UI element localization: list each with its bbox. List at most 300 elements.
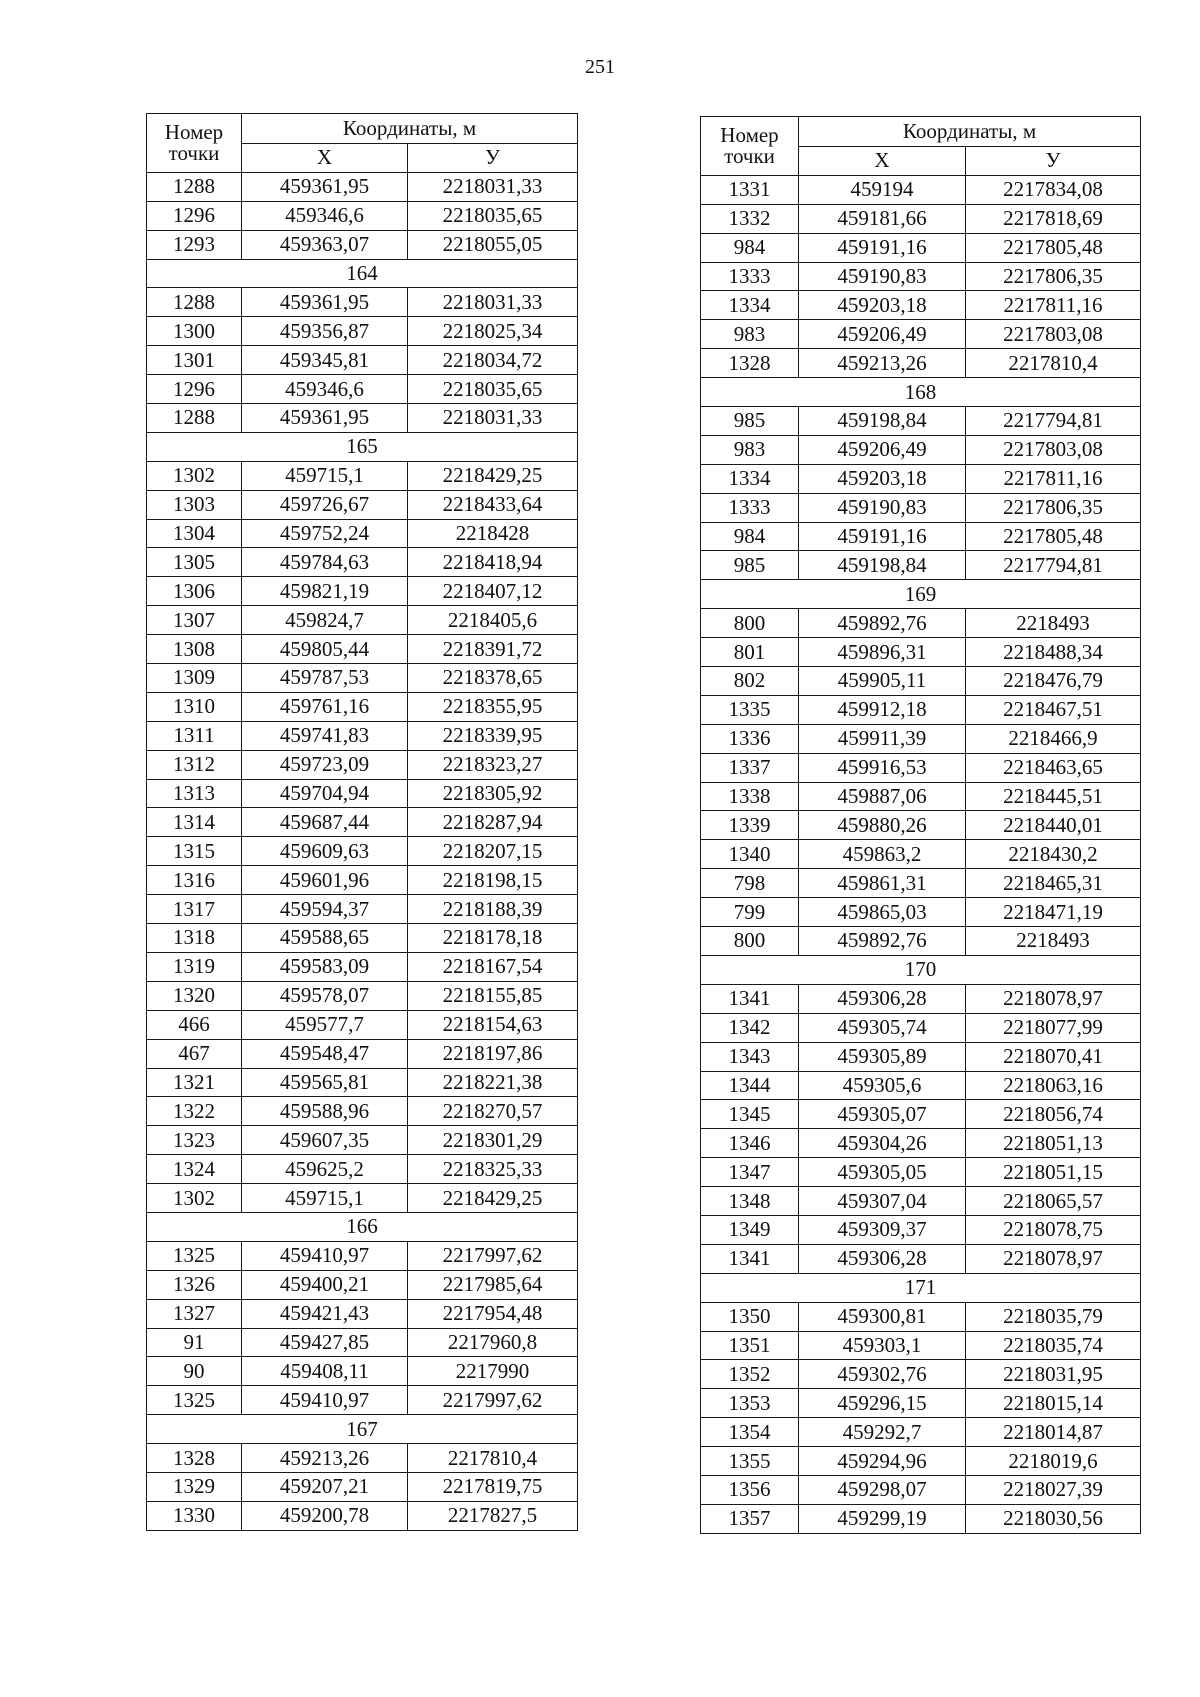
x-coordinate-cell: 459198,84 (799, 407, 966, 436)
table-row (701, 898, 1141, 927)
y-coordinate-cell: 2218221,38 (408, 1068, 578, 1097)
x-coordinate-cell: 459298,07 (799, 1475, 966, 1504)
table-row (701, 493, 1141, 522)
table-row (147, 981, 578, 1010)
point-number-cell: 1309 (147, 664, 242, 693)
point-number-cell: 1308 (147, 635, 242, 664)
x-coordinate-cell: 459356,87 (242, 317, 408, 346)
x-coordinate-cell: 459607,35 (242, 1126, 408, 1155)
table-row (701, 609, 1141, 638)
y-coordinate-cell: 2217803,08 (966, 435, 1141, 464)
table-row (147, 1184, 578, 1213)
point-number-cell: 1329 (147, 1472, 242, 1501)
x-coordinate-cell: 459821,19 (242, 577, 408, 606)
table-row (147, 201, 578, 230)
x-coordinate-cell: 459892,76 (799, 609, 966, 638)
point-number-cell: 1344 (701, 1071, 799, 1100)
header-row (701, 117, 1141, 147)
x-coordinate-cell: 459715,1 (242, 1184, 408, 1213)
x-coordinate-cell: 459723,09 (242, 750, 408, 779)
y-coordinate-cell: 2218025,34 (408, 317, 578, 346)
x-coordinate-cell: 459190,83 (799, 262, 966, 291)
table-row (701, 1331, 1141, 1360)
table-row (147, 1444, 578, 1473)
point-number-cell: 1350 (701, 1302, 799, 1331)
x-coordinate-cell: 459299,19 (799, 1504, 966, 1533)
y-coordinate-cell: 2218065,57 (966, 1187, 1141, 1216)
x-coordinate-cell: 459427,85 (242, 1328, 408, 1357)
x-coordinate-cell: 459191,16 (799, 233, 966, 262)
section-row (701, 1273, 1141, 1302)
y-coordinate-cell: 2218031,95 (966, 1360, 1141, 1389)
x-coordinate-cell: 459307,04 (799, 1187, 966, 1216)
x-coordinate-cell: 459741,83 (242, 721, 408, 750)
y-coordinate-cell: 2217997,62 (408, 1386, 578, 1415)
table-row (147, 1299, 578, 1328)
x-coordinate-cell: 459704,94 (242, 779, 408, 808)
x-coordinate-cell: 459916,53 (799, 753, 966, 782)
y-coordinate-cell: 2218323,27 (408, 750, 578, 779)
x-coordinate-cell: 459609,63 (242, 837, 408, 866)
y-coordinate-cell: 2218027,39 (966, 1475, 1141, 1504)
point-number-cell: 1355 (701, 1447, 799, 1476)
x-coordinate-cell: 459206,49 (799, 435, 966, 464)
y-coordinate-cell: 2218078,75 (966, 1215, 1141, 1244)
table-row (147, 1241, 578, 1270)
table-row (701, 1100, 1141, 1129)
y-coordinate-cell: 2217806,35 (966, 262, 1141, 291)
y-coordinate-cell: 2217805,48 (966, 233, 1141, 262)
y-coordinate-cell: 2218325,33 (408, 1155, 578, 1184)
point-number-cell: 1357 (701, 1504, 799, 1533)
y-coordinate-cell: 2218031,33 (408, 404, 578, 433)
table-row (701, 1360, 1141, 1389)
y-coordinate-cell: 2218034,72 (408, 346, 578, 375)
table-row (147, 721, 578, 750)
point-number-cell: 1320 (147, 981, 242, 1010)
x-coordinate-cell: 459410,97 (242, 1241, 408, 1270)
y-coordinate-cell: 2218031,33 (408, 288, 578, 317)
y-coordinate-cell: 2218063,16 (966, 1071, 1141, 1100)
table-row (701, 782, 1141, 811)
y-coordinate-cell: 2217805,48 (966, 522, 1141, 551)
x-coordinate-cell: 459191,16 (799, 522, 966, 551)
x-column-header: X (242, 144, 408, 173)
x-coordinate-cell: 459578,07 (242, 981, 408, 1010)
y-coordinate-cell: 2218433,64 (408, 490, 578, 519)
table-row (701, 811, 1141, 840)
x-coordinate-cell: 459784,63 (242, 548, 408, 577)
point-number-cell: 1296 (147, 375, 242, 404)
table-row (147, 172, 578, 201)
table-row (701, 1418, 1141, 1447)
y-coordinate-cell: 2218270,57 (408, 1097, 578, 1126)
y-coordinate-cell: 2218030,56 (966, 1504, 1141, 1533)
table-row (147, 1155, 578, 1184)
table-row (701, 1389, 1141, 1418)
point-number-cell: 1337 (701, 753, 799, 782)
y-coordinate-cell: 2217811,16 (966, 464, 1141, 493)
y-coordinate-cell: 2218078,97 (966, 984, 1141, 1013)
y-coordinate-cell: 2218467,51 (966, 695, 1141, 724)
table-row (701, 435, 1141, 464)
table-row (701, 204, 1141, 233)
y-coordinate-cell: 2217810,4 (966, 349, 1141, 378)
y-coordinate-cell: 2218287,94 (408, 808, 578, 837)
point-number-cell: 1328 (701, 349, 799, 378)
table-row (147, 346, 578, 375)
point-number-cell: 798 (701, 869, 799, 898)
point-number-header-line1: Номер (164, 119, 224, 144)
x-coordinate-cell: 459306,28 (799, 1244, 966, 1273)
point-number-cell: 467 (147, 1039, 242, 1068)
point-number-cell: 1349 (701, 1215, 799, 1244)
section-row (701, 580, 1141, 609)
point-number-cell: 1321 (147, 1068, 242, 1097)
point-number-cell: 983 (701, 320, 799, 349)
y-coordinate-cell: 2218051,15 (966, 1158, 1141, 1187)
point-number-cell: 1313 (147, 779, 242, 808)
y-coordinate-cell: 2218355,95 (408, 692, 578, 721)
point-number-cell: 1302 (147, 461, 242, 490)
table-row (147, 1126, 578, 1155)
y-coordinate-cell: 2217818,69 (966, 204, 1141, 233)
section-row (147, 1415, 578, 1444)
y-coordinate-cell: 2217810,4 (408, 1444, 578, 1473)
x-coordinate-cell: 459361,95 (242, 172, 408, 201)
point-number-cell: 801 (701, 638, 799, 667)
point-number-cell: 799 (701, 898, 799, 927)
y-coordinate-cell: 2218207,15 (408, 837, 578, 866)
table-row (147, 461, 578, 490)
table-row (701, 638, 1141, 667)
table-row (701, 1013, 1141, 1042)
point-number-header (701, 117, 799, 176)
header-row (147, 114, 578, 144)
section-number: 165 (147, 432, 578, 461)
y-coordinate-cell: 2218405,6 (408, 606, 578, 635)
point-number-cell: 1330 (147, 1501, 242, 1530)
x-coordinate-cell: 459363,07 (242, 230, 408, 259)
y-coordinate-cell: 2218429,25 (408, 461, 578, 490)
point-number-cell: 1310 (147, 692, 242, 721)
x-column-header: X (799, 147, 966, 176)
x-coordinate-cell: 459861,31 (799, 869, 966, 898)
table-row (701, 522, 1141, 551)
point-number-cell: 1304 (147, 519, 242, 548)
x-coordinate-cell: 459345,81 (242, 346, 408, 375)
point-number-cell: 1305 (147, 548, 242, 577)
table-row (147, 1270, 578, 1299)
point-number-cell: 1353 (701, 1389, 799, 1418)
table-row (147, 404, 578, 433)
x-coordinate-cell: 459565,81 (242, 1068, 408, 1097)
y-coordinate-cell: 2218465,31 (966, 869, 1141, 898)
y-column-header: У (966, 147, 1141, 176)
x-coordinate-cell: 459361,95 (242, 288, 408, 317)
y-coordinate-cell: 2218418,94 (408, 548, 578, 577)
point-number-cell: 1325 (147, 1241, 242, 1270)
table-row (147, 490, 578, 519)
table-row (147, 692, 578, 721)
table-row (701, 724, 1141, 753)
y-coordinate-cell: 2218493 (966, 609, 1141, 638)
y-coordinate-cell: 2218466,9 (966, 724, 1141, 753)
x-coordinate-cell: 459305,89 (799, 1042, 966, 1071)
y-coordinate-cell: 2218391,72 (408, 635, 578, 664)
y-coordinate-cell: 2217811,16 (966, 291, 1141, 320)
x-coordinate-cell: 459346,6 (242, 375, 408, 404)
point-number-cell: 1341 (701, 1244, 799, 1273)
section-row (147, 1212, 578, 1241)
point-number-cell: 1317 (147, 895, 242, 924)
x-coordinate-cell: 459190,83 (799, 493, 966, 522)
y-coordinate-cell: 2218015,14 (966, 1389, 1141, 1418)
y-coordinate-cell: 2218019,6 (966, 1447, 1141, 1476)
x-coordinate-cell: 459300,81 (799, 1302, 966, 1331)
point-number-cell: 1303 (147, 490, 242, 519)
x-coordinate-cell: 459761,16 (242, 692, 408, 721)
x-coordinate-cell: 459203,18 (799, 464, 966, 493)
point-number-cell: 1306 (147, 577, 242, 606)
point-number-cell: 983 (701, 435, 799, 464)
table-row (147, 635, 578, 664)
point-number-cell: 1340 (701, 840, 799, 869)
y-coordinate-cell: 2218077,99 (966, 1013, 1141, 1042)
table-row (701, 695, 1141, 724)
x-coordinate-cell: 459408,11 (242, 1357, 408, 1386)
table-row (701, 1244, 1141, 1273)
table-row (701, 233, 1141, 262)
table-row (701, 349, 1141, 378)
coordinates-table-left (146, 113, 578, 1531)
x-coordinate-cell: 459548,47 (242, 1039, 408, 1068)
y-coordinate-cell: 2217990 (408, 1357, 578, 1386)
point-number-cell: 1339 (701, 811, 799, 840)
x-coordinate-cell: 459421,43 (242, 1299, 408, 1328)
y-coordinate-cell: 2217806,35 (966, 493, 1141, 522)
x-coordinate-cell: 459752,24 (242, 519, 408, 548)
y-coordinate-cell: 2218378,65 (408, 664, 578, 693)
x-coordinate-cell: 459346,6 (242, 201, 408, 230)
x-coordinate-cell: 459305,6 (799, 1071, 966, 1100)
table-row (147, 1386, 578, 1415)
x-coordinate-cell: 459577,7 (242, 1010, 408, 1039)
x-coordinate-cell: 459194 (799, 175, 966, 204)
y-coordinate-cell: 2218429,25 (408, 1184, 578, 1213)
point-number-cell: 984 (701, 522, 799, 551)
point-number-cell: 1302 (147, 1184, 242, 1213)
point-number-cell: 1347 (701, 1158, 799, 1187)
y-coordinate-cell: 2218035,65 (408, 201, 578, 230)
point-number-cell: 984 (701, 233, 799, 262)
section-number: 168 (701, 378, 1141, 407)
y-coordinate-cell: 2218339,95 (408, 721, 578, 750)
table-row (701, 840, 1141, 869)
x-coordinate-cell: 459203,18 (799, 291, 966, 320)
y-coordinate-cell: 2218197,86 (408, 1039, 578, 1068)
coordinates-header: Координаты, м (242, 114, 578, 144)
y-coordinate-cell: 2217819,75 (408, 1472, 578, 1501)
point-number-cell: 1345 (701, 1100, 799, 1129)
table-row (701, 1215, 1141, 1244)
y-coordinate-cell: 2218301,29 (408, 1126, 578, 1155)
point-number-cell: 1307 (147, 606, 242, 635)
section-row (147, 432, 578, 461)
table-row (147, 519, 578, 548)
point-number-cell: 1331 (701, 175, 799, 204)
x-coordinate-cell: 459410,97 (242, 1386, 408, 1415)
point-number-cell: 1335 (701, 695, 799, 724)
y-coordinate-cell: 2218167,54 (408, 952, 578, 981)
coordinates-header: Координаты, м (799, 117, 1141, 147)
y-coordinate-cell: 2218430,2 (966, 840, 1141, 869)
point-number-cell: 1334 (701, 464, 799, 493)
x-coordinate-cell: 459302,76 (799, 1360, 966, 1389)
y-coordinate-cell: 2217960,8 (408, 1328, 578, 1357)
point-number-cell: 1288 (147, 172, 242, 201)
x-coordinate-cell: 459892,76 (799, 927, 966, 956)
point-number-cell: 466 (147, 1010, 242, 1039)
point-number-cell: 802 (701, 667, 799, 696)
point-number-cell: 1319 (147, 952, 242, 981)
point-number-header-line1: Номер (720, 122, 779, 147)
x-coordinate-cell: 459887,06 (799, 782, 966, 811)
table-row (147, 866, 578, 895)
y-coordinate-cell: 2217827,5 (408, 1501, 578, 1530)
x-coordinate-cell: 459213,26 (799, 349, 966, 378)
table-row (701, 1447, 1141, 1476)
y-coordinate-cell: 2218155,85 (408, 981, 578, 1010)
point-number-cell: 1341 (701, 984, 799, 1013)
point-number-cell: 800 (701, 609, 799, 638)
point-number-cell: 1322 (147, 1097, 242, 1126)
y-coordinate-cell: 2218463,65 (966, 753, 1141, 782)
y-coordinate-cell: 2218178,18 (408, 924, 578, 953)
table-row (701, 1302, 1141, 1331)
point-number-cell: 1328 (147, 1444, 242, 1473)
table-row (147, 375, 578, 404)
table-row (147, 1097, 578, 1126)
x-coordinate-cell: 459181,66 (799, 204, 966, 233)
x-coordinate-cell: 459687,44 (242, 808, 408, 837)
x-coordinate-cell: 459715,1 (242, 461, 408, 490)
x-coordinate-cell: 459863,2 (799, 840, 966, 869)
x-coordinate-cell: 459304,26 (799, 1129, 966, 1158)
table-row (147, 1357, 578, 1386)
x-coordinate-cell: 459805,44 (242, 635, 408, 664)
point-number-cell: 1352 (701, 1360, 799, 1389)
table-row (147, 924, 578, 953)
point-number-cell: 1314 (147, 808, 242, 837)
x-coordinate-cell: 459865,03 (799, 898, 966, 927)
y-coordinate-cell: 2218188,39 (408, 895, 578, 924)
x-coordinate-cell: 459200,78 (242, 1501, 408, 1530)
y-coordinate-cell: 2217997,62 (408, 1241, 578, 1270)
point-number-cell: 1327 (147, 1299, 242, 1328)
point-number-cell: 1293 (147, 230, 242, 259)
y-coordinate-cell: 2218055,05 (408, 230, 578, 259)
point-number-cell: 1333 (701, 493, 799, 522)
x-coordinate-cell: 459309,37 (799, 1215, 966, 1244)
point-number-header (147, 114, 242, 173)
table-row (701, 753, 1141, 782)
y-coordinate-cell: 2218035,74 (966, 1331, 1141, 1360)
point-number-cell: 1316 (147, 866, 242, 895)
table-row (701, 1042, 1141, 1071)
table-row (701, 1504, 1141, 1533)
point-number-cell: 1312 (147, 750, 242, 779)
x-coordinate-cell: 459726,67 (242, 490, 408, 519)
point-number-cell: 91 (147, 1328, 242, 1357)
y-coordinate-cell: 2218035,79 (966, 1302, 1141, 1331)
table-row (147, 230, 578, 259)
y-coordinate-cell: 2218428 (408, 519, 578, 548)
y-coordinate-cell: 2217794,81 (966, 551, 1141, 580)
y-coordinate-cell: 2218035,65 (408, 375, 578, 404)
point-number-cell: 985 (701, 407, 799, 436)
x-coordinate-cell: 459583,09 (242, 952, 408, 981)
y-column-header: У (408, 144, 578, 173)
y-coordinate-cell: 2218078,97 (966, 1244, 1141, 1273)
point-number-cell: 1333 (701, 262, 799, 291)
x-coordinate-cell: 459824,7 (242, 606, 408, 635)
x-coordinate-cell: 459198,84 (799, 551, 966, 580)
point-number-cell: 1311 (147, 721, 242, 750)
table-row (701, 1187, 1141, 1216)
point-number-header-line2: точки (724, 143, 775, 168)
table-row (701, 927, 1141, 956)
y-coordinate-cell: 2218440,01 (966, 811, 1141, 840)
point-number-cell: 1346 (701, 1129, 799, 1158)
point-number-cell: 1336 (701, 724, 799, 753)
table-row (147, 1068, 578, 1097)
table-row (147, 952, 578, 981)
point-number-cell: 1343 (701, 1042, 799, 1071)
y-coordinate-cell: 2218014,87 (966, 1418, 1141, 1447)
x-coordinate-cell: 459361,95 (242, 404, 408, 433)
y-coordinate-cell: 2218154,63 (408, 1010, 578, 1039)
x-coordinate-cell: 459292,7 (799, 1418, 966, 1447)
table-row (147, 1039, 578, 1068)
section-number: 171 (701, 1273, 1141, 1302)
y-coordinate-cell: 2217834,08 (966, 175, 1141, 204)
x-coordinate-cell: 459213,26 (242, 1444, 408, 1473)
y-coordinate-cell: 2218051,13 (966, 1129, 1141, 1158)
table-row (147, 606, 578, 635)
section-number: 167 (147, 1415, 578, 1444)
x-coordinate-cell: 459207,21 (242, 1472, 408, 1501)
x-coordinate-cell: 459303,1 (799, 1331, 966, 1360)
x-coordinate-cell: 459912,18 (799, 695, 966, 724)
y-coordinate-cell: 2217954,48 (408, 1299, 578, 1328)
x-coordinate-cell: 459787,53 (242, 664, 408, 693)
section-number: 166 (147, 1212, 578, 1241)
x-coordinate-cell: 459625,2 (242, 1155, 408, 1184)
y-coordinate-cell: 2218471,19 (966, 898, 1141, 927)
coordinates-table-right (700, 116, 1141, 1534)
x-coordinate-cell: 459896,31 (799, 638, 966, 667)
table-row (701, 1129, 1141, 1158)
table-row (701, 667, 1141, 696)
table-row (701, 175, 1141, 204)
table-row (701, 291, 1141, 320)
table-row (701, 1475, 1141, 1504)
table-row (701, 1071, 1141, 1100)
point-number-cell: 1356 (701, 1475, 799, 1504)
y-coordinate-cell: 2218488,34 (966, 638, 1141, 667)
point-number-cell: 1315 (147, 837, 242, 866)
